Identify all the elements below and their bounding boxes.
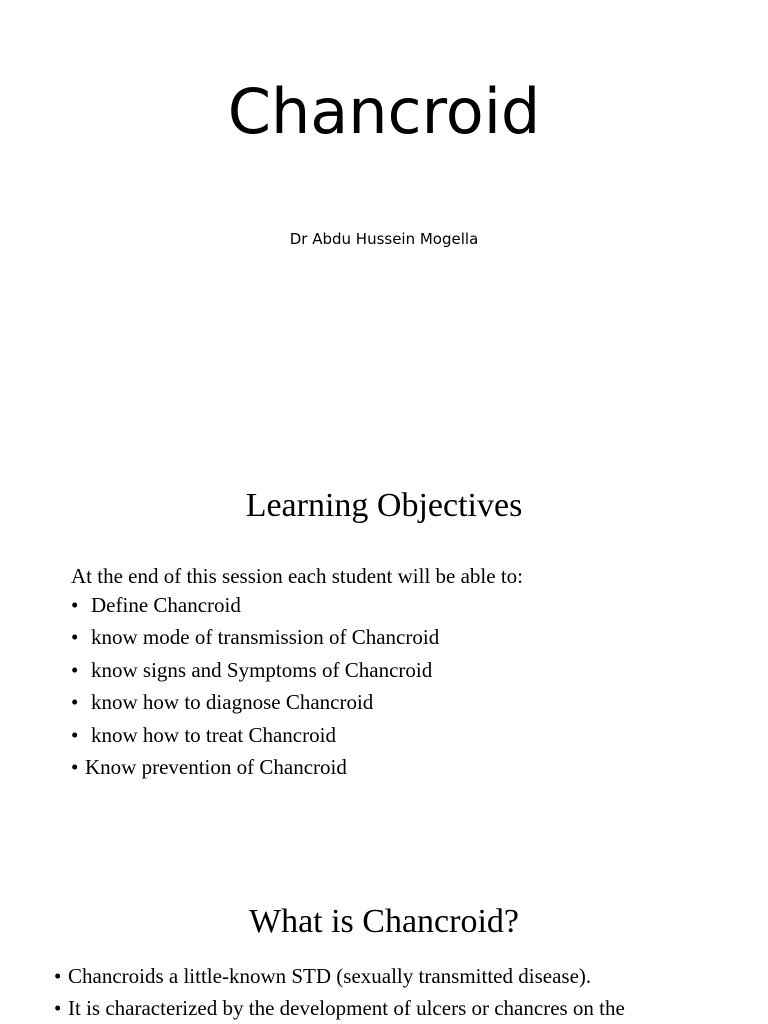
presentation-title: Chancroid [227,75,541,148]
definition-slide [0,830,768,1024]
point-text: It is characterized by the development of ulcers or chancres on the [68,996,625,1020]
list-item [54,992,686,1024]
objective-text: Define Chancroid [91,593,241,617]
slide-heading: Learning Objectives [245,487,523,524]
objective-text: know signs and Symptoms of Chancroid [91,657,433,682]
bullet-icon: • [71,690,79,715]
learning-objectives-slide [0,410,768,830]
list-item [71,589,439,621]
point-text: Chancroids a little-known STD (sexually transmitted disease). [68,964,592,988]
objective-text: Know prevention of Chancroid [85,755,347,780]
objectives-list [71,589,439,783]
bullet-icon: • [71,755,79,780]
author-name: Dr Abdu Hussein Mogella [289,230,479,248]
bullet-icon: • [71,722,79,747]
list-item [71,654,439,686]
objectives-intro: At the end of this session each student will be able to: [71,564,523,588]
title-slide [0,0,768,410]
bullet-icon: • [71,625,79,650]
bullet-icon: • [71,657,79,682]
list-item [54,960,686,992]
objective-text: know how to diagnose Chancroid [91,690,374,715]
list-item [71,621,439,653]
bullet-icon: • [54,996,62,1020]
objective-text: know how to treat Chancroid [91,722,336,747]
slide-heading: What is Chancroid? [248,903,520,940]
bullet-icon: • [71,593,79,617]
objective-text: know mode of transmission of Chancroid [91,625,440,650]
bullet-icon: • [54,964,62,988]
list-item [71,686,439,718]
list-item [71,719,439,751]
definition-list [54,960,686,1024]
list-item [71,751,439,783]
